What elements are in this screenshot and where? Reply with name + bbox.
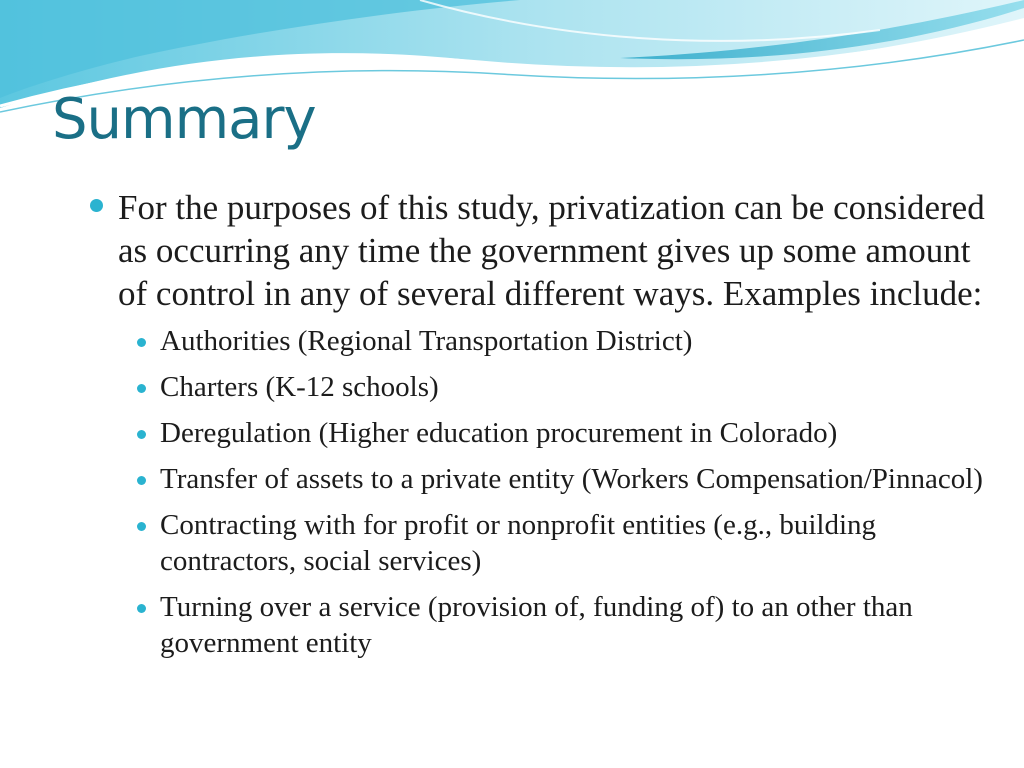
examples-list xyxy=(90,323,990,661)
slide-title: Summary xyxy=(52,87,316,152)
main-bullet xyxy=(90,186,990,315)
example-item xyxy=(134,323,990,359)
example-text: Contracting with for profit or nonprofit entities (e.g., building contractors, social services) xyxy=(160,509,877,577)
example-text: Authorities (Regional Transportation District) xyxy=(160,325,693,357)
bullet-icon xyxy=(137,384,146,393)
example-item xyxy=(134,589,990,661)
slide-content xyxy=(90,186,990,671)
example-item xyxy=(134,415,990,451)
example-text: Transfer of assets to a private entity (Workers Compensation/Pinnacol) xyxy=(160,463,983,495)
bullet-icon xyxy=(137,338,146,347)
example-item xyxy=(134,369,990,405)
example-item xyxy=(134,507,990,579)
bullet-icon xyxy=(137,430,146,439)
bullet-icon xyxy=(137,604,146,613)
bullet-icon xyxy=(90,199,103,212)
example-text: Charters (K-12 schools) xyxy=(160,371,439,403)
example-item xyxy=(134,461,990,497)
bullet-icon xyxy=(137,476,146,485)
main-bullet-text: For the purposes of this study, privatization can be considered as occurring any time the government gives up some amount of control in any of several different ways. Examples include: xyxy=(118,188,985,313)
example-text: Turning over a service (provision of, funding of) to an other than government entity xyxy=(160,591,913,659)
bullet-icon xyxy=(137,522,146,531)
example-text: Deregulation (Higher education procurement in Colorado) xyxy=(160,417,838,449)
